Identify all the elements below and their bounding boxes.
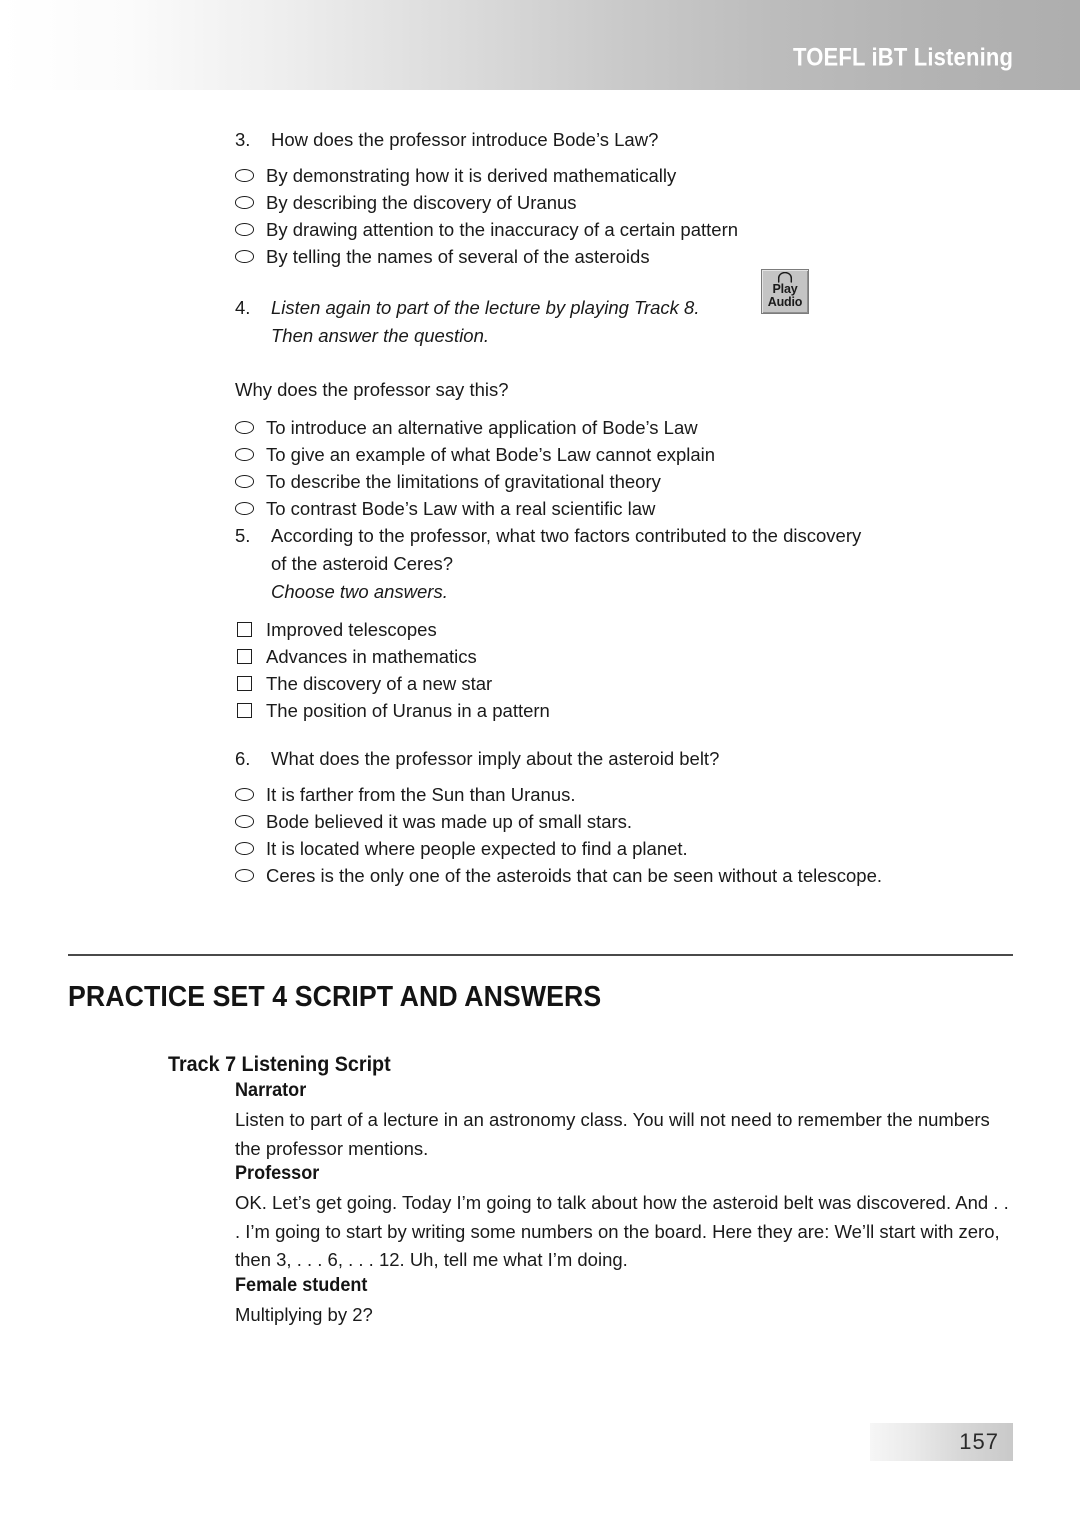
option-label: By telling the names of several of the asteroids bbox=[266, 246, 650, 267]
question-5-prompt bbox=[271, 522, 861, 606]
radio-oval-icon[interactable] bbox=[235, 815, 254, 828]
question-3 bbox=[235, 126, 995, 270]
question-4-option-4[interactable] bbox=[235, 495, 995, 522]
question-5 bbox=[235, 522, 995, 724]
radio-oval-icon[interactable] bbox=[235, 448, 254, 461]
radio-oval-icon[interactable] bbox=[235, 421, 254, 434]
speaker-label: Female student bbox=[235, 1274, 368, 1296]
option-label: It is located where people expected to find a planet. bbox=[266, 838, 688, 859]
question-5-prompt-line-2: of the asteroid Ceres? bbox=[271, 553, 454, 574]
script-entry-narrator bbox=[235, 1080, 1013, 1163]
page-number: 157 bbox=[959, 1429, 999, 1454]
speaker-text: Listen to part of a lecture in an astronomy class. You will not need to remember the numbers the professor mentions. bbox=[235, 1109, 990, 1159]
question-5-instruction: Choose two answers. bbox=[271, 581, 448, 602]
section-title: PRACTICE SET 4 SCRIPT AND ANSWERS bbox=[68, 981, 602, 1013]
option-label: Improved telescopes bbox=[266, 619, 437, 640]
question-6-number: 6. bbox=[235, 748, 251, 769]
page-header-title: TOEFL iBT Listening bbox=[792, 43, 1013, 72]
question-4-options bbox=[235, 414, 995, 522]
listening-script bbox=[235, 1080, 1013, 1329]
option-label: Advances in mathematics bbox=[266, 646, 477, 667]
question-5-option-2[interactable] bbox=[235, 643, 995, 670]
question-5-options bbox=[235, 616, 995, 724]
question-3-options bbox=[235, 162, 995, 270]
checkbox-icon[interactable] bbox=[237, 703, 252, 718]
question-6-option-2[interactable] bbox=[235, 808, 1025, 835]
question-5-number: 5. bbox=[235, 525, 251, 546]
radio-oval-icon[interactable] bbox=[235, 196, 254, 209]
option-label: By drawing attention to the inaccuracy of a certain pattern bbox=[266, 219, 739, 240]
option-label: By demonstrating how it is derived mathematically bbox=[266, 165, 677, 186]
question-5-option-4[interactable] bbox=[235, 697, 995, 724]
option-label: To describe the limitations of gravitational theory bbox=[266, 471, 661, 492]
play-audio-label-line-1: Play bbox=[772, 282, 798, 296]
question-4-prompt-line-1: Listen again to part of the lecture by playing Track 8. bbox=[271, 297, 700, 318]
option-label: Bode believed it was made up of small stars. bbox=[266, 811, 633, 832]
checkbox-icon[interactable] bbox=[237, 649, 252, 664]
page-header-band bbox=[0, 0, 1080, 90]
question-4 bbox=[235, 294, 995, 522]
question-6-prompt: What does the professor imply about the asteroid belt? bbox=[271, 748, 720, 769]
speaker-label: Professor bbox=[235, 1163, 320, 1184]
radio-oval-icon[interactable] bbox=[235, 842, 254, 855]
question-6-option-3[interactable] bbox=[235, 835, 1025, 862]
question-4-number: 4. bbox=[235, 297, 251, 318]
speaker-text: Multiplying by 2? bbox=[235, 1303, 373, 1325]
radio-oval-icon[interactable] bbox=[235, 223, 254, 236]
question-4-prompt-line-2: Then answer the question. bbox=[271, 325, 490, 346]
question-3-number: 3. bbox=[235, 129, 251, 150]
radio-oval-icon[interactable] bbox=[235, 788, 254, 801]
question-4-secondary-prompt: Why does the professor say this? bbox=[235, 379, 509, 400]
question-3-option-3[interactable] bbox=[235, 216, 995, 243]
option-label: To contrast Bode’s Law with a real scientific law bbox=[266, 498, 656, 519]
track-script-title: Track 7 Listening Script bbox=[168, 1053, 391, 1076]
page-number-footer bbox=[870, 1423, 1013, 1461]
question-3-option-4[interactable] bbox=[235, 243, 995, 270]
question-6-options bbox=[235, 781, 1025, 889]
question-4-prompt bbox=[271, 294, 699, 350]
option-label: It is farther from the Sun than Uranus. bbox=[266, 784, 576, 805]
question-6-option-1[interactable] bbox=[235, 781, 1025, 808]
script-entry-female-student bbox=[235, 1275, 1013, 1330]
option-label: To introduce an alternative application of Bode’s Law bbox=[266, 417, 698, 438]
question-5-option-1[interactable] bbox=[235, 616, 995, 643]
checkbox-icon[interactable] bbox=[237, 676, 252, 691]
question-4-prompt-row bbox=[235, 294, 995, 350]
section-divider-rule bbox=[68, 954, 1013, 956]
radio-oval-icon[interactable] bbox=[235, 169, 254, 182]
question-4-option-3[interactable] bbox=[235, 468, 995, 495]
question-3-prompt-row bbox=[235, 126, 995, 154]
question-6 bbox=[235, 745, 1025, 889]
question-5-option-3[interactable] bbox=[235, 670, 995, 697]
radio-oval-icon[interactable] bbox=[235, 502, 254, 515]
question-6-option-4[interactable] bbox=[235, 862, 1025, 889]
play-audio-label-line-2: Audio bbox=[767, 295, 803, 309]
question-4-option-2[interactable] bbox=[235, 441, 995, 468]
question-4-option-1[interactable] bbox=[235, 414, 995, 441]
speaker-text: OK. Let’s get going. Today I’m going to talk about how the asteroid belt was discovered. And . . . I’m going to start by writing some numbers on the board. Here they are: We’ll start with zero, then 3, . . . 6, . . . 12. Uh, tell me what I’m doing. bbox=[235, 1192, 1009, 1270]
script-entry-professor bbox=[235, 1163, 1013, 1275]
option-label: Ceres is the only one of the asteroids that can be seen without a telescope. bbox=[266, 865, 883, 886]
speaker-label: Narrator bbox=[235, 1080, 307, 1101]
question-5-prompt-line-1: According to the professor, what two factors contributed to the discovery bbox=[271, 525, 862, 546]
play-audio-button[interactable] bbox=[761, 269, 809, 314]
checkbox-icon[interactable] bbox=[237, 622, 252, 637]
option-label: By describing the discovery of Uranus bbox=[266, 192, 577, 213]
option-label: The position of Uranus in a pattern bbox=[266, 700, 550, 721]
question-6-prompt-row bbox=[235, 745, 1025, 773]
radio-oval-icon[interactable] bbox=[235, 250, 254, 263]
option-label: The discovery of a new star bbox=[266, 673, 493, 694]
question-5-prompt-row bbox=[235, 522, 995, 606]
question-3-option-1[interactable] bbox=[235, 162, 995, 189]
question-3-prompt: How does the professor introduce Bode’s Law? bbox=[271, 129, 659, 150]
option-label: To give an example of what Bode’s Law cannot explain bbox=[266, 444, 716, 465]
radio-oval-icon[interactable] bbox=[235, 869, 254, 882]
question-3-option-2[interactable] bbox=[235, 189, 995, 216]
radio-oval-icon[interactable] bbox=[235, 475, 254, 488]
